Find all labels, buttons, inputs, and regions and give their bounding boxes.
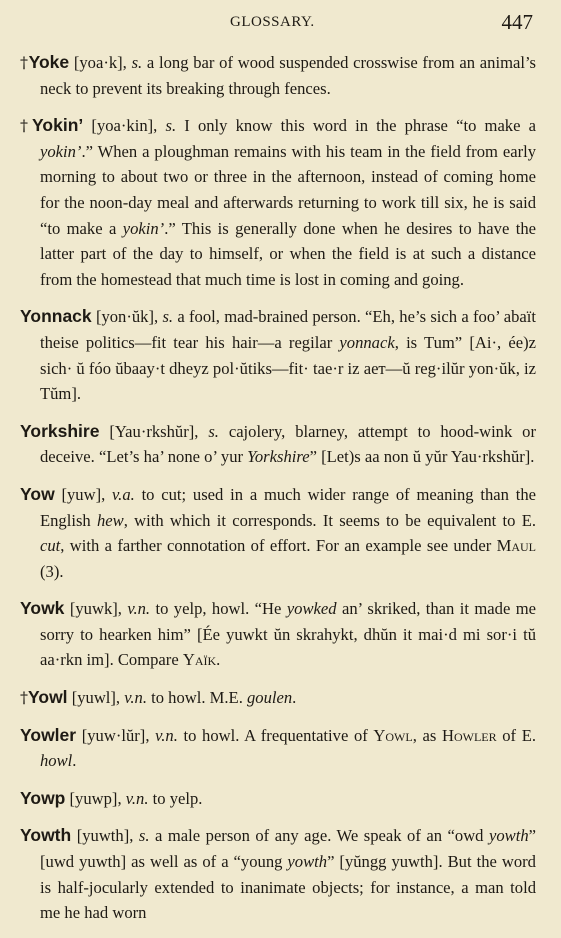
part-of-speech: s.: [165, 116, 177, 136]
page-header: [0, 10, 561, 40]
entry-yowler: Yowler [yuw·lŭr], v.n. to howl. A frequentative of Yowl, as Howler of E. howl.: [20, 724, 536, 771]
entry-yonnack: Yonnack [yon·ŭk], s. a fool, mad-brained person. “Eh, he’s sich a foo’ abaït theise politics—fit tear his hair—a regilar yonnack, is Tum” [Ai·, ée)z sich· ŭ fóo ŭbaay·t dheyz pol·ŭtiks—fit· tae·r iz aeт—ŭ reg·ilŭr yon·ŭk, iz Tŭm].: [20, 306, 536, 404]
glossary-body: [20, 50, 536, 938]
headword: Yonnack: [20, 306, 92, 327]
entry-yorkshire: Yorkshire [Yau·rkshŭr], s. cajolery, blarney, attempt to hood-wink or deceive. “Let’s ha’ none o’ yur Yorkshire” [Let)s aa non ŭ yŭr Yau·rkshŭr].: [20, 420, 536, 467]
headword: Yow: [20, 483, 55, 504]
entry-yoke: †Yoke [yoa·k], s. a long bar of wood suspended crosswise from an animal’s neck to prevent its breaking through fences.: [20, 52, 537, 98]
entry-yowth: Yowth [yuwth], s. a male person of any age. We speak of an “owd yowth” [uwd yuwth] as well as of a “young yowth” [yŭngg yuwth]. But the word is half-jocularly extended to inanimate objects; for instance, a man told me he had worn: [20, 825, 537, 923]
entry-yowl: †Yowl [yuwl], v.n. to howl. M.E. goulen.: [20, 687, 297, 708]
cross-reference: Yaïk: [182, 650, 217, 670]
entry-yokin: †Yokin’ [yoa·kin], s. I only know this word in the phrase “to make a yokin’.” When a ploughman remains with his team in the field from early morning to about two or three in the afternoon, instead of coming home for the noon-day meal and afterwards returning to work till six, he is said “to make a yokin’.” This is generally done when he desires to have the latter part of the day to himself, or when the field is at such a distance from the homestead that much time is lost in coming and going.: [20, 115, 537, 289]
headword: Yowl: [28, 687, 68, 708]
headword: Yowk: [20, 598, 65, 619]
part-of-speech: v.n.: [155, 725, 178, 745]
cross-reference: Howler: [441, 725, 497, 745]
entry-yowp: Yowp [yuwp], v.n. to yelp.: [20, 787, 203, 808]
headword: Yowp: [20, 787, 66, 808]
headword: Yorkshire: [20, 420, 100, 441]
part-of-speech: s.: [138, 826, 150, 846]
running-title: GLOSSARY.: [230, 14, 315, 30]
cross-reference: Maul: [496, 536, 536, 556]
page-number: 447: [501, 10, 533, 34]
part-of-speech: v.n.: [124, 688, 147, 708]
entry-yowk: Yowk [yuwk], v.n. to yelp, howl. “He yowked an’ skriked, than it made me sorry to hearken him” [Ée yuwkt ŭn skrahykt, dhŭn it mai·d mi sor·i tŭ aa·rkn im]. Compare Yaïk.: [20, 598, 537, 670]
headword: Yowler: [20, 724, 77, 745]
entry-yow: Yow [yuw], v.a. to cut; used in a much wider range of meaning than the English hew, with which it corresponds. It seems to be equivalent to E. cut, with a farther connotation of effort. For an example see under Maul (3).: [20, 483, 537, 581]
part-of-speech: s.: [131, 53, 143, 72]
part-of-speech: v.n.: [125, 788, 149, 808]
headword: Yokin’: [32, 115, 84, 136]
part-of-speech: v.a.: [112, 484, 135, 504]
headword: Yowth: [20, 825, 72, 846]
obsolete-dagger-mark: †: [20, 116, 33, 136]
headword: Yoke: [28, 52, 70, 72]
cross-reference: Yowl: [373, 725, 413, 745]
part-of-speech: s.: [162, 307, 174, 327]
obsolete-dagger-mark: †: [20, 688, 28, 708]
part-of-speech: s.: [208, 421, 219, 441]
part-of-speech: v.n.: [127, 599, 151, 619]
obsolete-dagger-mark: †: [20, 53, 29, 72]
